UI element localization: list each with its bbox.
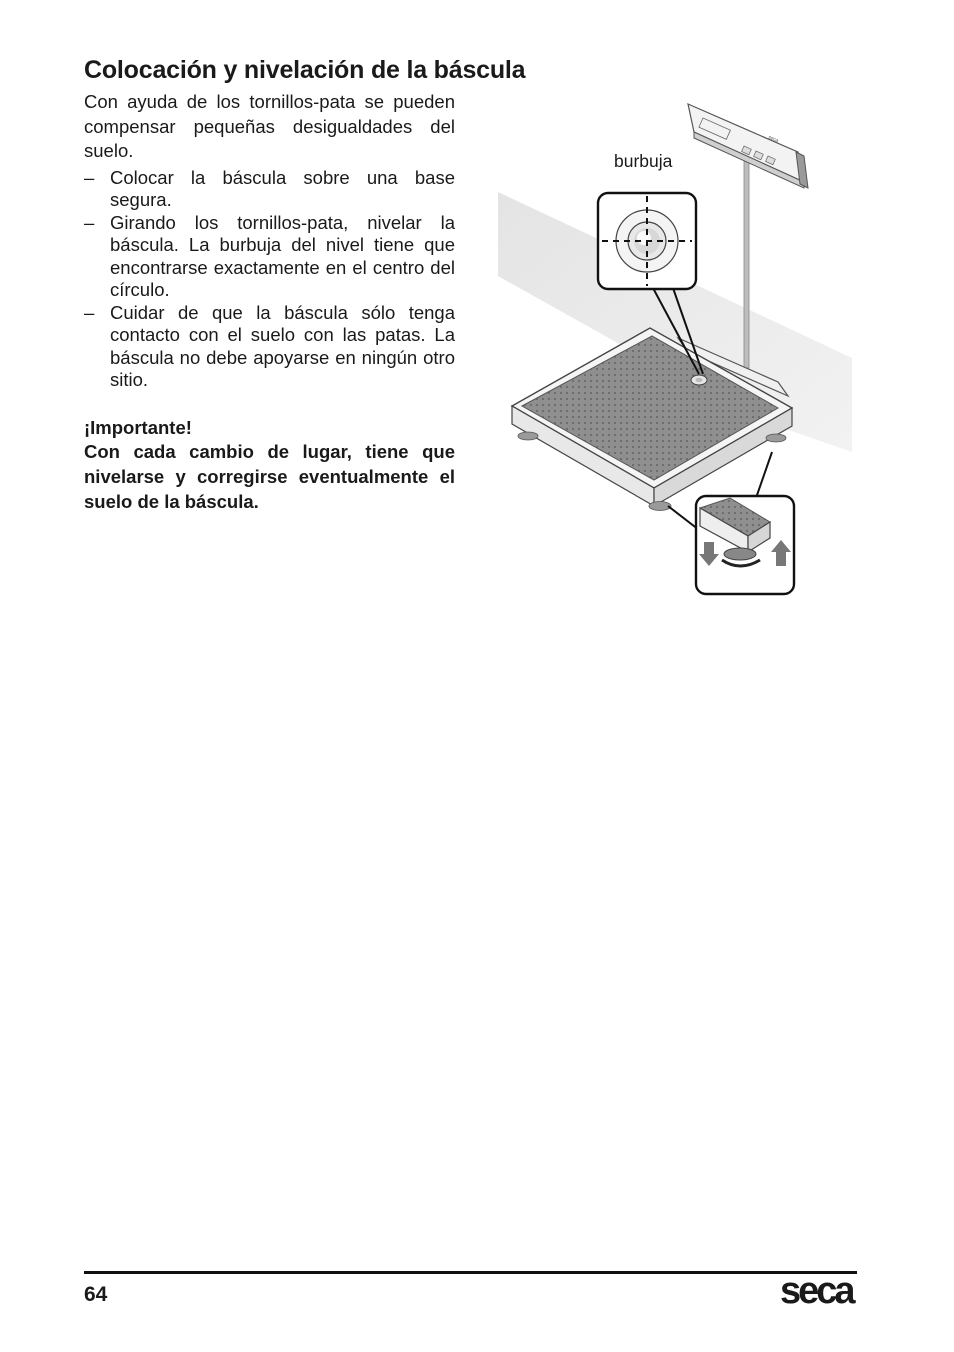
list-item: – Girando los tornillos-pata, nivelar la báscula. La burbuja del nivel tiene que encontrarse exactamente en el centro del círculo. — [84, 211, 455, 301]
intro-paragraph: Con ayuda de los tornillos-pata se pueden compensar pequeñas desigualdades del suelo. — [84, 91, 455, 162]
bubble-level-callout — [598, 193, 696, 289]
list-item: – Colocar la báscula sobre una base segura. — [84, 166, 455, 211]
important-heading: ¡Importante! — [84, 416, 192, 438]
column-pole — [744, 158, 749, 368]
scale-illustration — [498, 96, 852, 598]
display-brand: seca — [767, 134, 780, 145]
bubble-label: burbuja — [614, 151, 673, 171]
important-text: Con cada cambio de lugar, tiene que nivelarse y corregirse eventualmente el suelo de la báscula. — [84, 441, 455, 512]
page-title: Colocación y nivelación de la báscula — [84, 56, 526, 84]
seca-logo: seca — [780, 1270, 853, 1312]
body-text-column — [84, 90, 455, 514]
footer-rule — [84, 1271, 857, 1274]
important-note — [84, 416, 455, 514]
foot-adjust-callout — [696, 496, 794, 594]
instruction-list — [84, 167, 455, 392]
page-number: 64 — [84, 1283, 108, 1306]
list-item: – Cuidar de que la báscula sólo tenga contacto con el suelo con las patas. La báscula no debe apoyarse en ningún otro sitio. — [84, 301, 455, 391]
